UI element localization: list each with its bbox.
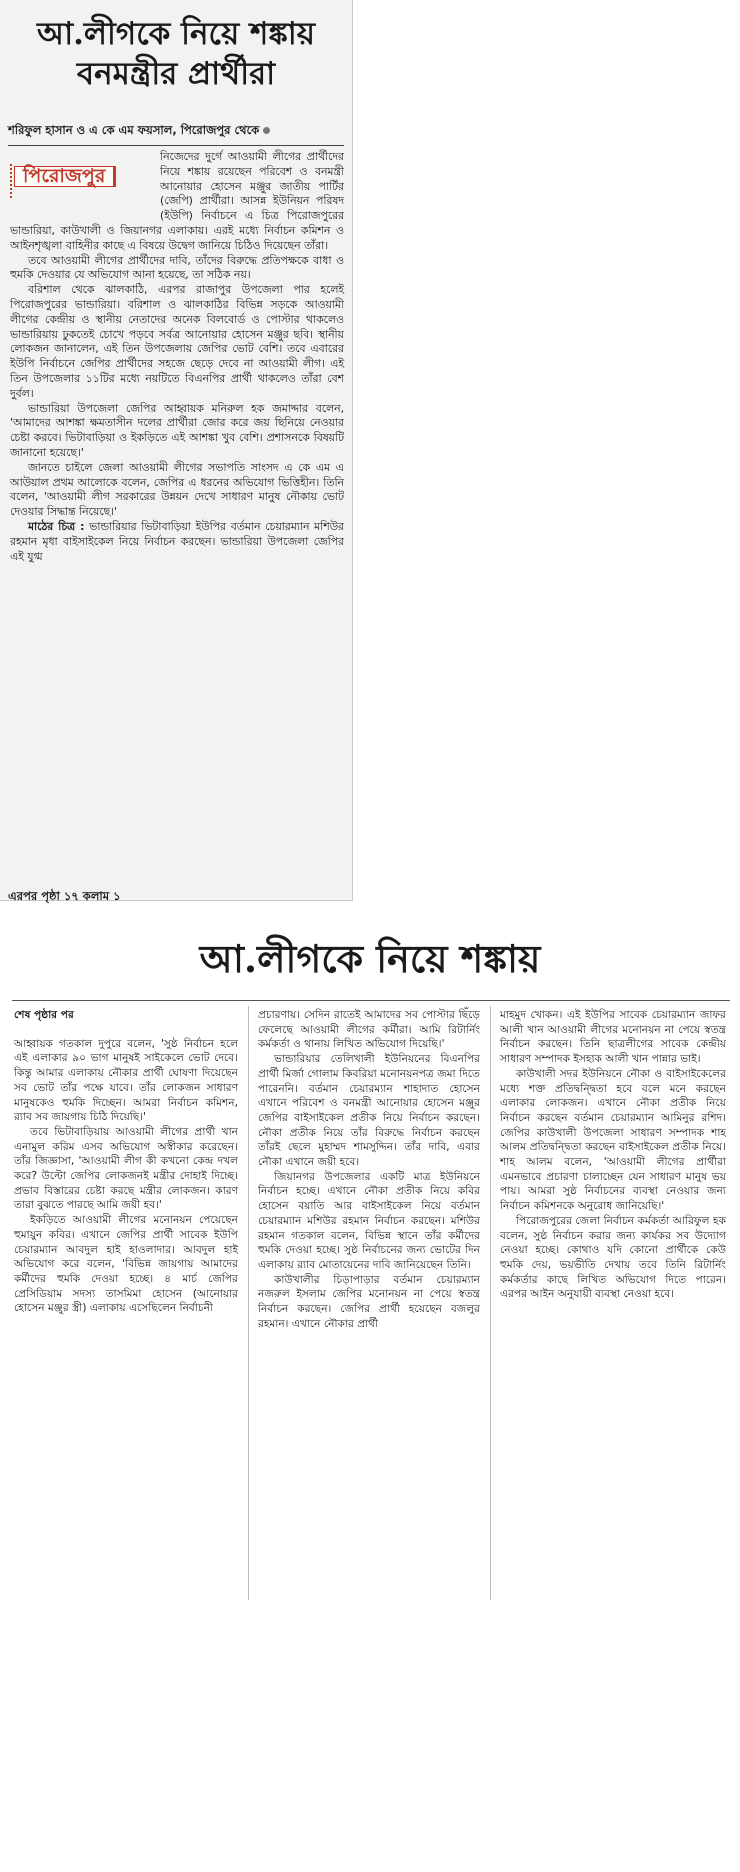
jump-column-2 [258,1008,480,1331]
paragraph: জিয়ানগর উপজেলার একটি মাত্র ইউনিয়নে নির্বাচন হচ্ছে। এখানে নৌকা প্রতীক নিয়ে কবির হোসেন বয়াতি আর বাইসাইকেল নিয়ে বর্তমান চেয়ারম্যান মশিউর রহমান নির্বাচন করছেন। মশিউর রহমান গতকাল বলেন, বিভিন্ন স্থানে তাঁর কর্মীদের হুমকি দেওয়া হচ্ছে। সুষ্ঠ নির্বাচনের জন্য ভোটের দিন এলাকায় র‍্যাব মোতায়েনের দাবি জানিয়েছেন তিনি। [258,1170,480,1271]
byline-text: শরিফুল হাসান ও এ কে এম ফয়সাল, পিরোজপুর থেকে [8,123,260,137]
paragraph: পিরোজপুরের জেলা নির্বাচন কর্মকর্তা আরিফুল হক বলেন, সুষ্ঠ নির্বাচন করার জন্য কার্যকর সব উদ্যোগ নেওয়া হচ্ছে। কোথাও যদি কোনো প্রার্থীকে কেউ হুমকি দেয়, ভয়ভীতি দেখায় তবে তিনি রিটার্নিং কর্মকর্তার কাছে লিখিত অভিযোগ দিতে পারেন। এরপর আইন অনুযায়ী ব্যবস্থা নেওয়া হবে। [500,1214,726,1301]
front-page-clipping [0,0,353,901]
column-rule [490,1006,491,1600]
jump-headline: আ.লীগকে নিয়ে শঙ্কায় [199,936,541,981]
bullet-icon [263,127,270,134]
paragraph: জানতে চাইলে জেলা আওয়ামী লীগের সভাপতি সাংসদ এ কে এম এ আউয়াল প্রথম আলোকে বলেন, জেপির এ ধরনের অভিযোগ ভিত্তিহীন। তিনি বলেন, 'আওয়ামী লীগ সরকারের উন্নয়ন দেখে সাধারণ মানুষ নৌকায় ভোট দেওয়ার সিদ্ধান্ত নিয়েছে।' [10,460,344,519]
front-headline [8,14,344,94]
location-tag-label: পিরোজপুর [14,166,116,187]
paragraph-text: ভান্ডারিয়ার ভিটাবাড়িয়া ইউপির বর্তমান চেয়ারম্যান মশিউর রহমান মৃধা বাইসাইকেল নিয়ে নির্বাচন করছেন। ভান্ডারিয়া উপজেলা জেপির এই যুগ্ম [10,519,345,563]
paragraph: ভান্ডারিয়া উপজেলা জেপির আহ্বায়ক মনিরুল হক জমাদ্দার বলেন, 'আমাদের আশঙ্কা ক্ষমতাসীন দলের প্রার্থীরা জোর করে জয় ছিনিয়ে নেওয়ার চেষ্টা করবে। ভিটাবাড়িয়া ও ইকড়িতে এই আশঙ্কা খুব বেশি। প্রশাসনকে বিষয়টি জানানো হয়েছে।' [10,401,344,459]
byline [8,122,346,141]
paragraph [10,150,344,254]
continuation-note: এরপর পৃষ্ঠা ১৭ কলাম ১ [8,889,121,903]
front-headline-line2: বনমন্ত্রীর প্রার্থীরা [76,56,276,92]
paragraph: বরিশাল থেকে ঝালকাঠি, এরপর রাজাপুর উপজেলা পার হলেই পিরোজপুরের ভান্ডারিয়া। বরিশাল ও ঝালকাঠির বিভিন্ন সড়কে আওয়ামী লীগের কেন্দ্রীয় ও স্থানীয় নেতাদের অনেক বিলবোর্ড ও পোস্টার থাকলেও ভান্ডারিয়ায় ঢুকতেই চোখে পড়বে সর্বত্র আনোয়ার হোসেন মঞ্জুর ছবি। স্থানীয় লোকজন জানালেন, এই তিন উপজেলায় জেপির ভোট বেশি। তবে এবারের ইউপি নির্বাচনে জেপির প্রার্থীদের সহজে ছেড়ে দেবে না আওয়ামী লীগ। এই তিন উপজেলার ১১টির মধ্যে নয়টিতে বিএনপির প্রার্থী থাকলেও তাঁরা বেশ দুর্বল। [10,283,344,400]
jump-column-3 [500,1008,726,1302]
front-headline-line1: আ.লীগকে নিয়ে শঙ্কায় [36,16,316,52]
subhead-lead: মাঠের চিত্র : [28,519,85,533]
paragraph: আহ্বায়ক গতকাল দুপুরে বলেন, 'সুষ্ঠ নির্বাচন হলে এই এলাকার ৯০ ভাগ মানুষই সাইকেলে ভোট দেবে। কিন্তু আমার এলাকায় নৌকার প্রার্থী ঘোষণা দিয়েছেন সব ভোট তাঁর পক্ষে যাবে। তাঁর লোকজন সাধারণ মানুষকেও হুমকি দিচ্ছেন। আমরা নির্বাচন কমিশন, র‍্যাব সব জায়গায় চিঠি দিয়েছি।' [14,1037,238,1124]
front-article-body [10,150,344,564]
paragraph: মাহমুদ খোকন। এই ইউপির সাবেক চেয়ারম্যান জাফর আলী খান আওয়ামী লীগের মনোনয়ন না পেয়ে স্বতন্ত্র নির্বাচন করছেন। তিনি ছাত্রলীগের সাবেক কেন্দ্রীয় সাধারণ সম্পাদক ইসহাক আলী খান পান্নার ভাই। [500,1009,726,1066]
paragraph: কাউখালীর চিড়াপাড়ার বর্তমান চেয়ারম্যান নজরুল ইসলাম জেপির মনোনয়ন না পেয়ে স্বতন্ত্র নির্বাচন করছেন। জেপির প্রার্থী হয়েছেন বজলুর রহমান। এখানে নৌকার প্রার্থী [258,1273,480,1330]
divider [8,145,344,146]
location-tag [10,164,150,204]
paragraph: ভান্ডারিয়ার তেলিখালী ইউনিয়নের বিএনপির প্রার্থী মির্জা গোলাম কিবরিয়া মনোনয়নপত্র জমা দিতে পারেননি। বর্তমান চেয়ারম্যান শাহাদাত হোসেন এখানে পরিবেশ ও বনমন্ত্রী আনোয়ার হোসেন মঞ্জুর জেপির বাইসাইকেল প্রতীক নিয়ে নির্বাচন করছেন। নৌকা প্রতীক নিয়ে তাঁর বিরুদ্ধে নির্বাচন করছেন তাঁরই ছেলে মুহাম্মদ শামসুদ্দিন। তাঁর দাবি, এবার নৌকা এখানে জয়ী হবে। [258,1053,480,1169]
paragraph: তবে আওয়ামী লীগের প্রার্থীদের দাবি, তাঁদের বিরুদ্ধে প্রতিপক্ষকে বাধা ও হুমকি দেওয়ার যে অভিযোগ আনা হয়েছে, তা সঠিক নয়। [10,253,344,282]
paragraph: কাউখালী সদর ইউনিয়নে নৌকা ও বাইসাইকেলের মধ্যে শক্ত প্রতিদ্বন্দ্বিতা হবে বলে মনে করছেন এলাকার লোকজন। এখানে নৌকা প্রতীক নিয়ে নির্বাচন করছেন বর্তমান চেয়ারম্যান আমিনুর রশিদ। জেপির কাউখালী উপজেলা সাধারণ সম্পাদক শাহ আলম প্রতিদ্বন্দ্বিতা করছেন বাইসাইকেল প্রতীক নিয়ে। শাহ আলম বলেন, 'আওয়ামী লীগের প্রার্থীরা এমনভাবে প্রচারণা চালাচ্ছেন যেন সাধারণ মানুষ ভয় পায়। আমরা সুষ্ঠ নির্বাচনের ব্যবস্থা নেওয়ার জন্য নির্বাচন কমিশনকে অনুরোধ জানিয়েছি।' [500,1067,726,1213]
divider [12,1000,730,1001]
column-rule [248,1006,249,1600]
paragraph-text: নিজেদের দুর্গে আওয়ামী লীগের প্রার্থীদের নিয়ে শঙ্কায় রয়েছেন পরিবেশ ও বনমন্ত্রী আনোয়ার হোসেন মঞ্জুর জাতীয় পার্টির (জেপি) প্রার্থীরা। আসন্ন ইউনিয়ন পরিষদ (ইউপি) নির্বাচনে এ চিত্র পিরোজপুরের ভান্ডারিয়া, কাউখালী ও জিয়ানগর এলাকায়। এরই মধ্যে নির্বাচন কমিশন ও আইনশৃঙ্খলা বাহিনীর কাছে এ বিষয়ে উদ্বেগ জানিয়ে চিঠিও দিয়েছেন তাঁরা। [10,150,344,252]
from-page-note: শেষ পৃষ্ঠার পর [14,1009,74,1021]
paragraph: ইকড়িতে আওয়ামী লীগের মনোনয়ন পেয়েছেন হুমায়ুন কবির। এখানে জেপির প্রার্থী সাবেক ইউপি চেয়ারম্যান আবদুল হাই হাওলাদার। আবদুল হাই অভিযোগ করে বলেন, 'বিভিন্ন জায়গায় আমাদের কর্মীদের হুমকি দেওয়া হচ্ছে। ৪ মার্চ জেপির প্রেসিডিয়াম সদস্য তাসমিমা হোসেন (আনোয়ার হোসেন মঞ্জুর স্ত্রী) এলাকায় এসেছিলেন নির্বাচনী [14,1214,238,1315]
paragraph: প্রচারণায়। সেদিন রাতেই আমাদের সব পোস্টার ছিঁড়ে ফেলেছে আওয়ামী লীগের কর্মীরা। আমি রিটার্নিং কর্মকর্তা ও থানায় লিখিত অভিযোগ দিয়েছি।' [258,1009,480,1051]
paragraph [10,520,344,564]
paragraph: তবে ভিটাবাড়িয়ায় আওয়ামী লীগের প্রার্থী খান এনামুল করিম এসব অভিযোগ অস্বীকার করেছেন। তাঁর জিজ্ঞাসা, 'আওয়ামী লীগ কী কখনো কেন্দ্র দখল করে? উল্টো জেপির লোকজনই মন্ত্রীর দোহাই দিচ্ছে। প্রভাব বিস্তারের চেষ্টা করছে মন্ত্রীর লোকজন। কারণ তারা বুঝতে পারছে আমি জয়ী হব।' [14,1125,238,1212]
jump-column-1 [14,1008,238,1316]
